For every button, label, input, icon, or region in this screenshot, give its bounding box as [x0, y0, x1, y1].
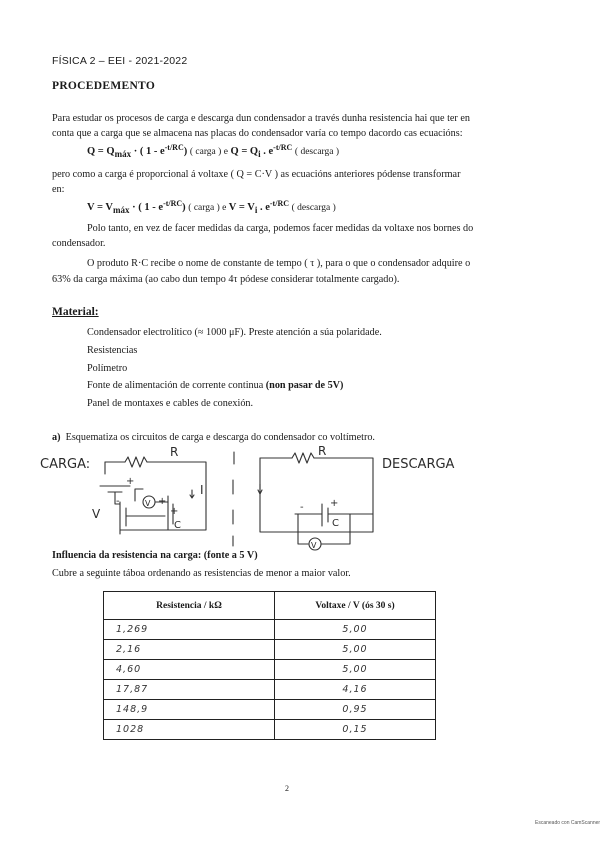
- current-arrow: [258, 484, 262, 494]
- resistance-value: 1,269: [104, 620, 275, 640]
- intro-line-3: pero como a carga é proporcional á voltaxe ( Q = C·V ) as ecuacións anteriores pódense transformar: [52, 169, 461, 180]
- capacitor-symbol: [322, 504, 328, 526]
- material-title: Material:: [52, 306, 99, 318]
- minus-sign: -: [116, 496, 120, 507]
- current-label: I: [200, 483, 204, 497]
- voltage-value: 5,00: [275, 660, 436, 680]
- resistor-label: R: [170, 445, 179, 459]
- header-resistance: Resistencia / kΩ: [104, 592, 275, 620]
- plus-sign: +: [330, 498, 339, 509]
- capacitor-label: C: [332, 518, 339, 529]
- scanner-watermark: Escaneado con CamScanner: [535, 820, 601, 826]
- descarga-label: DESCARGA: [382, 457, 455, 472]
- wire: [298, 514, 308, 544]
- resistance-value: 17,87: [104, 680, 275, 700]
- resistor-label: R: [318, 444, 327, 458]
- intro-line-8: 63% da carga máxima (ao cabo dun tempo 4τ pódese considerar totalmente cargado).: [52, 274, 400, 285]
- table-header-row: [104, 592, 436, 620]
- plus-sign: +: [158, 496, 167, 507]
- intro-line-4: en:: [52, 184, 65, 195]
- material-item: Polímetro: [87, 363, 128, 374]
- voltage-value: 0,95: [275, 700, 436, 720]
- table-row: [104, 720, 436, 740]
- resistance-value: 1028: [104, 720, 275, 740]
- capacitor-symbol: [120, 502, 126, 534]
- intro-line-1: Para estudar os procesos de carga e descarga dun condensador a través dunha resistencia hai que ter en: [52, 113, 470, 124]
- wire: [135, 489, 143, 501]
- intro-line-2: conta que a carga que se almacena nas placas do condensador varía co tempo dacordo cas ecuacións:: [52, 128, 463, 139]
- voltage-value: 5,00: [275, 620, 436, 640]
- capacitor-label: C: [174, 520, 181, 531]
- material-item: Panel de montaxes e cables de conexión.: [87, 398, 254, 409]
- resistance-value: 4,60: [104, 660, 275, 680]
- header-voltage: Voltaxe / V (ós 30 s): [275, 592, 436, 620]
- table-row: [104, 660, 436, 680]
- page-number: 2: [285, 784, 289, 793]
- voltmeter-label: V: [311, 541, 317, 550]
- intro-line-7: O produto R·C recibe o nome de constante de tempo ( τ ), para o que o condensador adquire o: [87, 258, 471, 269]
- course-header: FÍSICA 2 – EEI - 2021-2022: [52, 55, 188, 67]
- plus-sign: +: [170, 506, 179, 517]
- table-row: [104, 700, 436, 720]
- wire: [260, 458, 373, 532]
- resistance-value: 2,16: [104, 640, 275, 660]
- material-item: Condensador electrolítico (≈ 1000 μF). Preste atención a súa polaridade.: [87, 327, 382, 338]
- material-item: Resistencias: [87, 345, 138, 356]
- equation-voltage: V = Vmáx · ( $1 - e^{-t/RC}$) ( carga ) e V = Vi . $e^{-t/RC}$ ( descarga ): [87, 199, 336, 215]
- voltage-label: V: [92, 507, 101, 521]
- table-row: [104, 640, 436, 660]
- resistor-symbol: [125, 457, 147, 467]
- equation-charge: Q = Qmáx · ( $1 - e^{-t/RC}$) ( carga ) e Q = Qi . $e^{-t/RC}$ ( descarga ): [87, 143, 340, 159]
- table-row: [104, 680, 436, 700]
- influence-title: Influencia da resistencia na carga: (fonte a 5 V): [52, 550, 258, 561]
- current-arrow: [190, 490, 194, 498]
- plus-sign: +: [126, 476, 135, 487]
- minus-sign: -: [300, 502, 304, 513]
- voltmeter-label: V: [145, 499, 151, 508]
- influence-instruction: Cubre a seguinte táboa ordenando as resistencias de menor a maior valor.: [52, 568, 351, 579]
- section-title: PROCEDEMENTO: [52, 80, 156, 92]
- data-table: [103, 591, 436, 740]
- intro-line-6: condensador.: [52, 238, 106, 249]
- carga-label: CARGA:: [40, 457, 91, 472]
- circuit-diagrams: [30, 444, 550, 554]
- resistance-value: 148,9: [104, 700, 275, 720]
- intro-line-5: Polo tanto, en vez de facer medidas da carga, podemos facer medidas da voltaxe nos bornes do: [87, 223, 474, 234]
- voltage-value: 0,15: [275, 720, 436, 740]
- task-a: a) Esquematiza os circuitos de carga e descarga do condensador co voltímetro.: [52, 432, 375, 443]
- voltage-value: 4,16: [275, 680, 436, 700]
- table-row: [104, 620, 436, 640]
- divider: [233, 452, 234, 546]
- material-item: Fonte de alimentación de corrente continua (non pasar de 5V): [87, 380, 344, 391]
- resistor-symbol: [292, 453, 314, 463]
- voltage-value: 5,00: [275, 640, 436, 660]
